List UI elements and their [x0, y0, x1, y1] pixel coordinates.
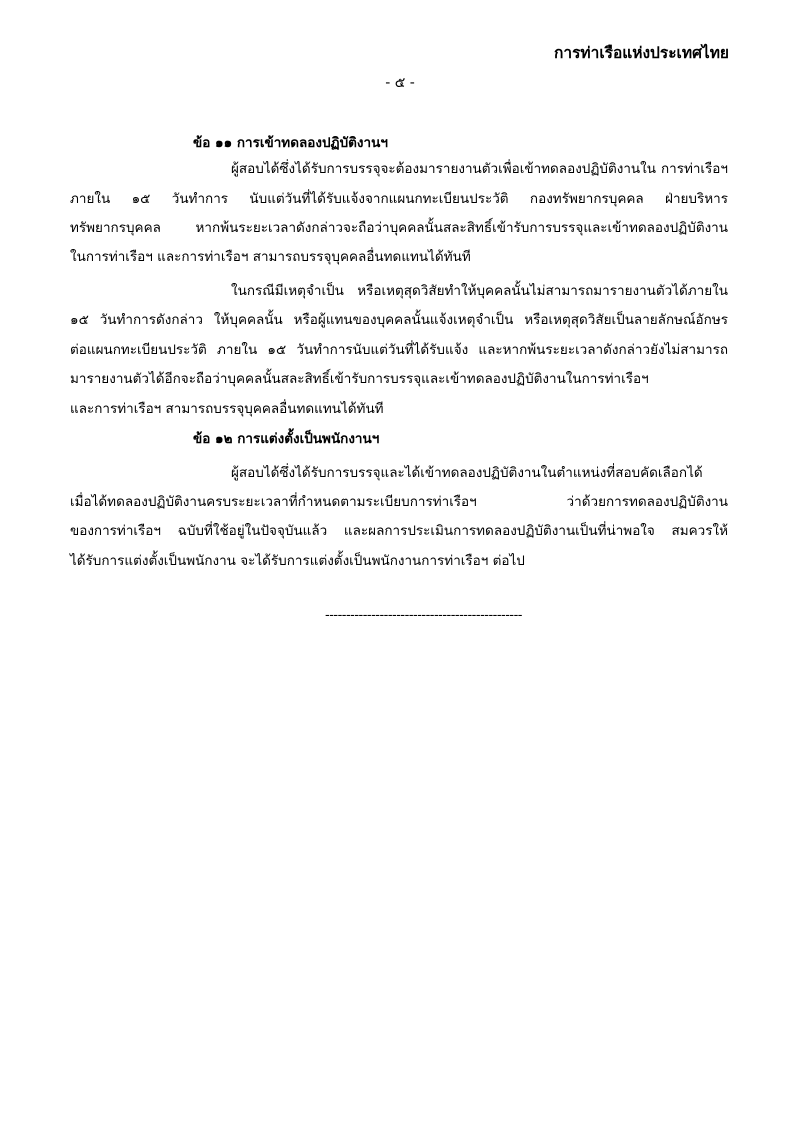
section-11-para-1-line-2: ภายใน ๑๕ วันทำการ นับแต่วันที่ได้รับแจ้งจากแผนกทะเบียนประวัติ กองทรัพยากรบุคคล ฝ่ายบริหาร: [70, 191, 728, 207]
organization-header: การท่าเรือแห่งประเทศไทย: [554, 44, 729, 62]
section-11-para-2-line-5: และการท่าเรือฯ สามารถบรรจุบุคคลอื่นทดแทนได้ทันที: [70, 401, 384, 417]
section-11-para-2-line-2: ๑๕ วันทำการดังกล่าว ให้บุคคลนั้น หรือผู้แทนของบุคคลนั้นแจ้งเหตุจำเป็น หรือเหตุสุดวิสัยเป็นลายลักษณ์อักษร: [70, 312, 728, 328]
section-11-para-2-line-3: ต่อแผนกทะเบียนประวัติ ภายใน ๑๕ วันทำการนับแต่วันที่ได้รับแจ้ง และหากพ้นระยะเวลาดังกล่าวยังไม่สามารถ: [70, 342, 728, 358]
section-12-para-1-line-1: ผู้สอบได้ซึ่งได้รับการบรรจุและได้เข้าทดลองปฏิบัติงานในตำแหน่งที่สอบคัดเลือกได้: [231, 465, 703, 481]
section-11-para-1-line-3: ทรัพยากรบุคคล หากพ้นระยะเวลาดังกล่าวจะถือว่าบุคคลนั้นสละสิทธิ์เข้ารับการบรรจุและเข้าทดลองปฏิบัติงาน: [70, 220, 728, 236]
section-11-para-2-line-4: มารายงานตัวได้อีกจะถือว่าบุคคลนั้นสละสิทธิ์เข้ารับการบรรจุและเข้าทดลองปฏิบัติงานในการท่าเรือฯ: [70, 371, 649, 387]
section-12-heading: ข้อ ๑๒ การแต่งตั้งเป็นพนักงานฯ: [193, 431, 380, 447]
end-of-document-rule: -----------------------------------------------: [325, 608, 522, 623]
section-12-para-1-line-2: เมื่อได้ทดลองปฏิบัติงานครบระยะเวลาที่กำหนดตามระเบียบการท่าเรือฯ ว่าด้วยการทดลองปฏิบัติงาน: [70, 494, 728, 510]
section-11-para-1-line-1: ผู้สอบได้ซึ่งได้รับการบรรจุจะต้องมารายงานตัวเพื่อเข้าทดลองปฏิบัติงานใน การท่าเรือฯ: [231, 161, 728, 177]
section-12-para-1-line-3: ของการท่าเรือฯ ฉบับที่ใช้อยู่ในปัจจุบันแล้ว และผลการประเมินการทดลองปฏิบัติงานเป็นที่น่าพอใจ สมควรให้: [70, 523, 728, 539]
section-11-para-2-line-1: ในกรณีมีเหตุจำเป็น หรือเหตุสุดวิสัยทำให้บุคคลนั้นไม่สามารถมารายงานตัวได้ภายใน: [231, 283, 728, 299]
section-11-heading: ข้อ ๑๑ การเข้าทดลองปฏิบัติงานฯ: [193, 135, 388, 151]
section-11-para-1-line-4: ในการท่าเรือฯ และการท่าเรือฯ สามารถบรรจุบุคคลอื่นทดแทนได้ทันที: [70, 249, 471, 265]
page-number: - ๕ -: [385, 75, 415, 91]
section-12-para-1-line-4: ได้รับการแต่งตั้งเป็นพนักงาน จะได้รับการแต่งตั้งเป็นพนักงานการท่าเรือฯ ต่อไป: [70, 553, 525, 569]
